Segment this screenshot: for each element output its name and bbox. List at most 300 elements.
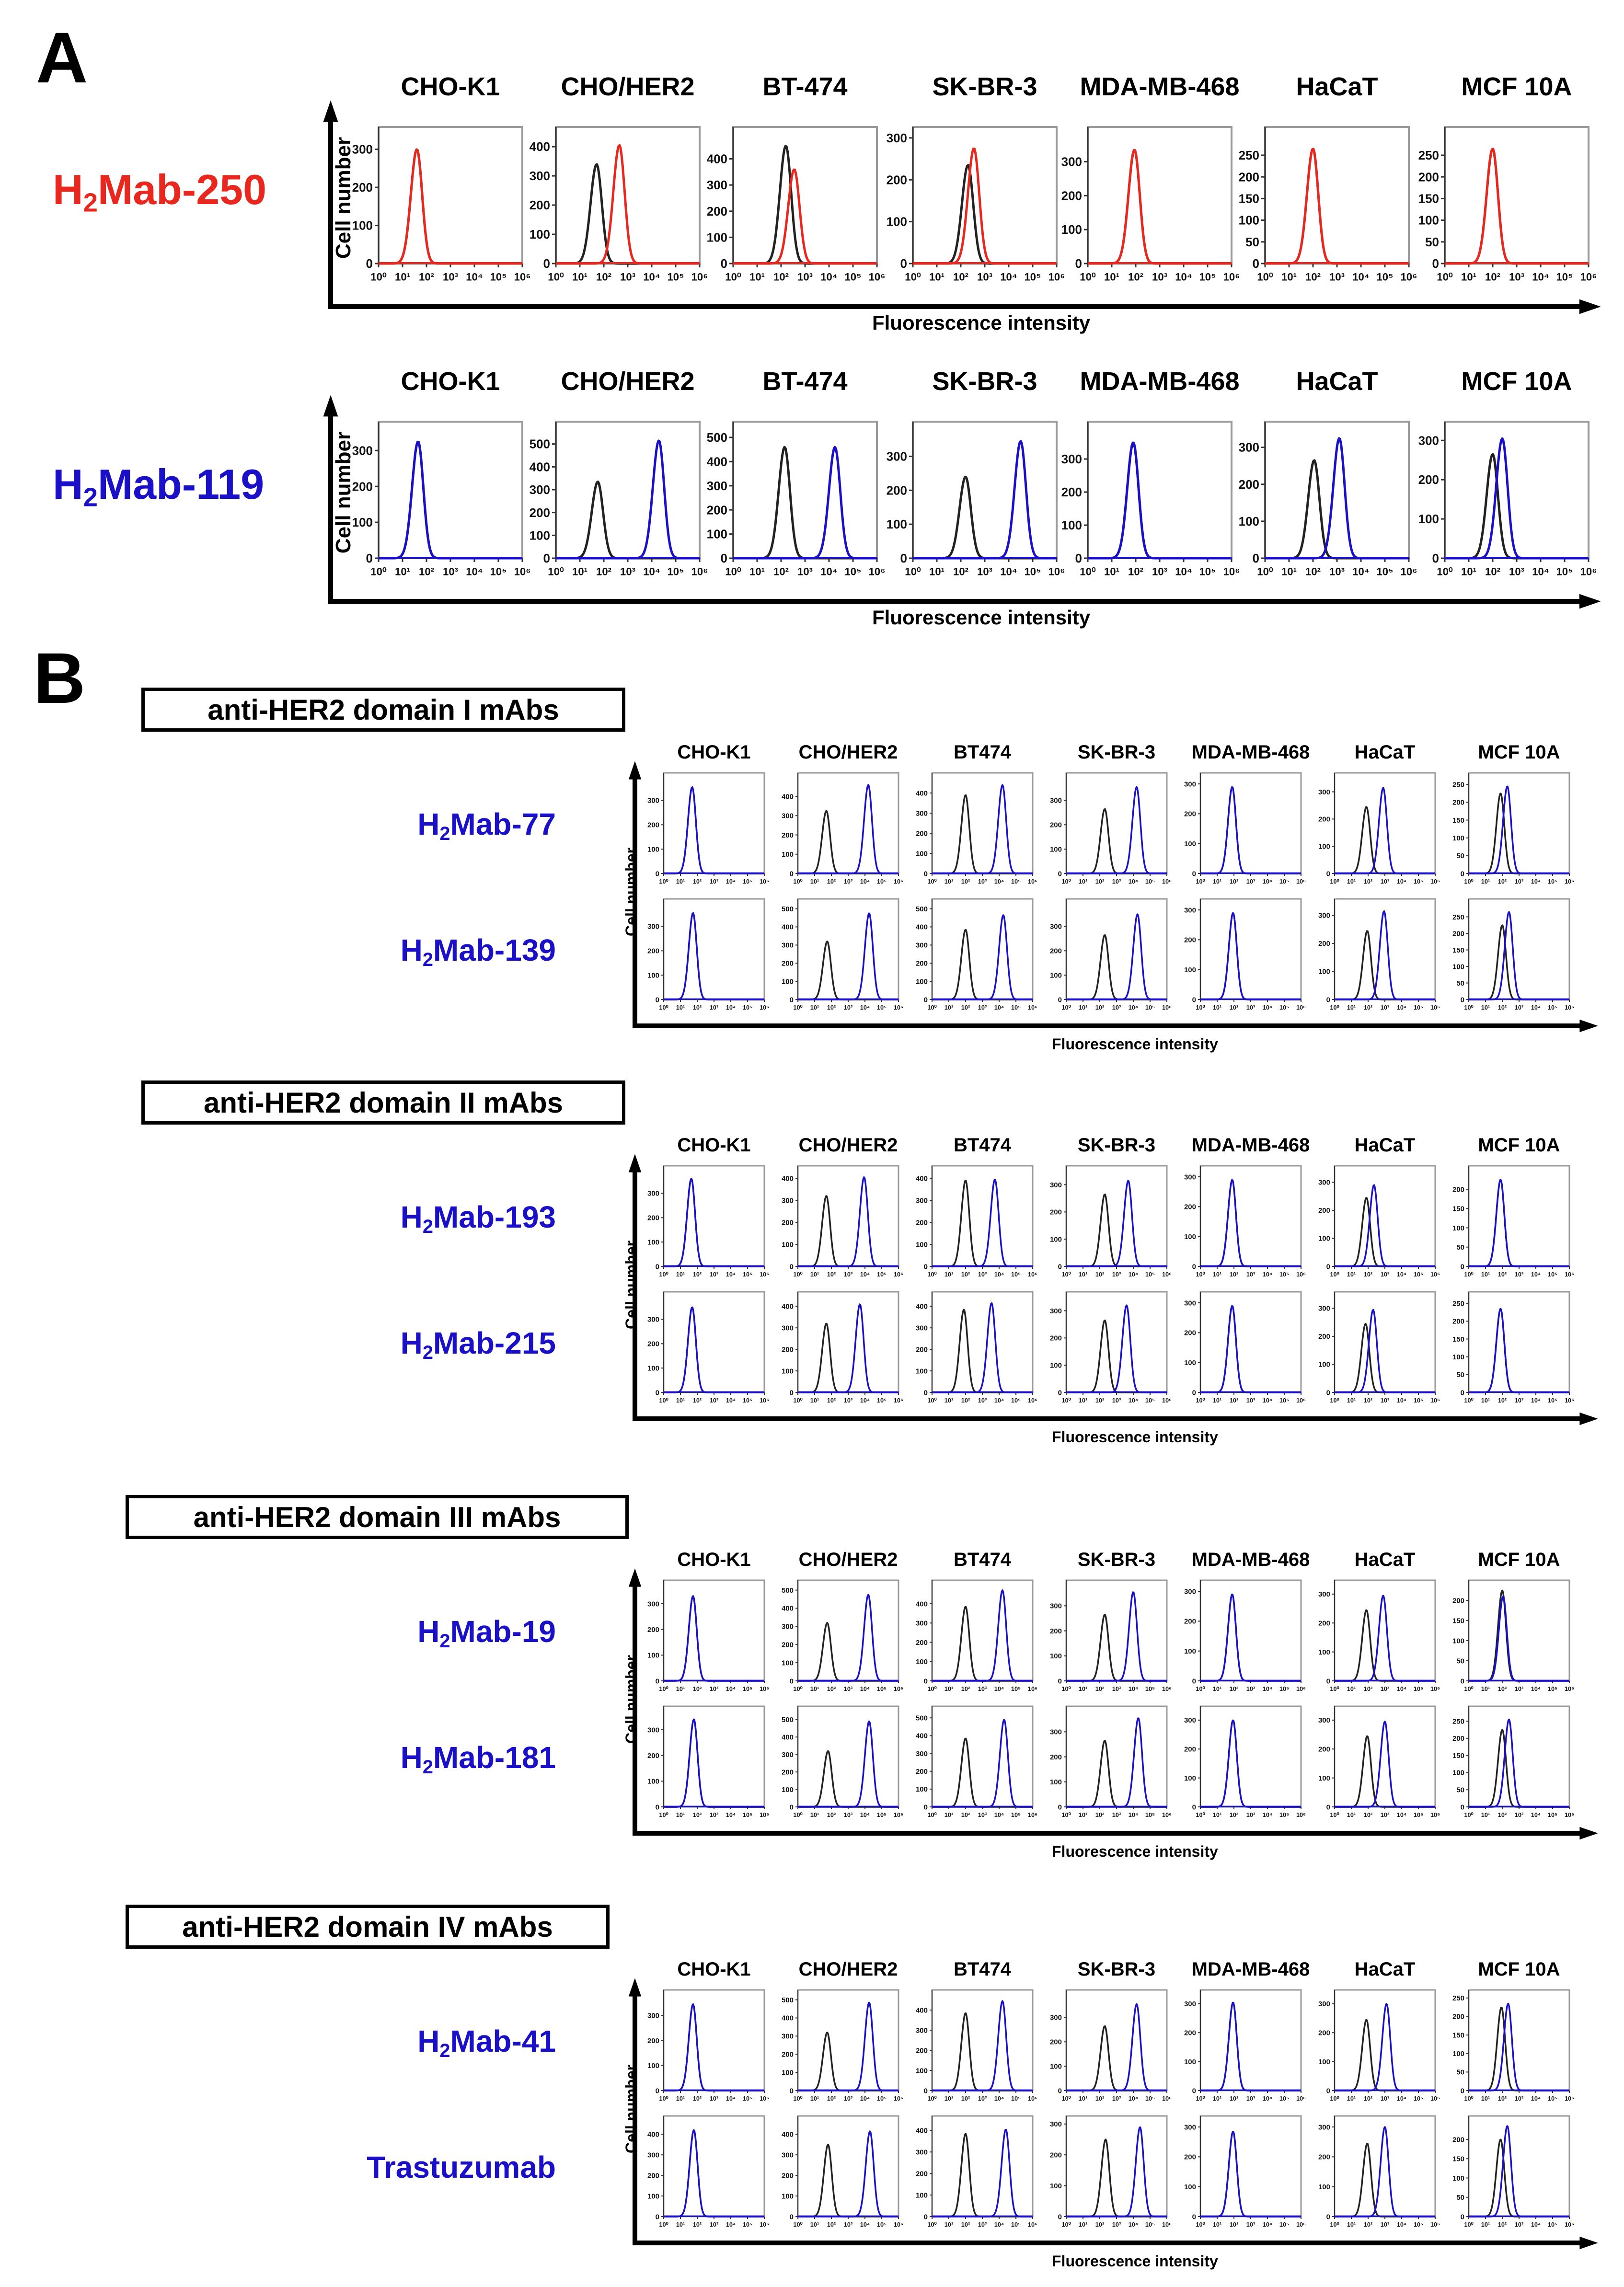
svg-text:10¹: 10¹: [1212, 1396, 1222, 1404]
svg-text:10⁰: 10⁰: [1330, 1003, 1339, 1011]
svg-text:10²: 10²: [419, 565, 434, 578]
svg-text:10³: 10³: [1246, 1003, 1255, 1011]
svg-text:10³: 10³: [1246, 1396, 1255, 1404]
svg-text:200: 200: [1049, 947, 1062, 955]
svg-text:10²: 10²: [692, 2094, 702, 2102]
svg-text:0: 0: [1326, 996, 1330, 1004]
svg-text:10⁴: 10⁴: [726, 1270, 736, 1278]
svg-text:0: 0: [1192, 2087, 1196, 2095]
svg-text:10⁶: 10⁶: [1027, 877, 1038, 885]
cell-line-title: HaCaT: [1354, 742, 1416, 763]
svg-text:10²: 10²: [961, 1270, 970, 1278]
svg-text:10²: 10²: [953, 271, 968, 283]
histogram-plot: [1047, 1706, 1176, 1831]
svg-text:200: 200: [1318, 940, 1330, 948]
svg-text:10²: 10²: [953, 565, 968, 578]
svg-text:10²: 10²: [1229, 877, 1239, 885]
svg-text:10⁴: 10⁴: [820, 565, 838, 578]
svg-text:10⁶: 10⁶: [759, 2220, 770, 2228]
svg-text:10¹: 10¹: [1481, 1270, 1490, 1278]
svg-text:300: 300: [647, 2011, 659, 2020]
svg-text:10³: 10³: [978, 1270, 987, 1278]
svg-text:10⁶: 10⁶: [514, 565, 531, 578]
svg-text:300: 300: [781, 2151, 794, 2160]
cell-line-title: MDA-MB-468: [1080, 72, 1240, 101]
svg-text:200: 200: [1049, 2151, 1062, 2160]
svg-text:10³: 10³: [1380, 2220, 1390, 2228]
svg-text:10³: 10³: [843, 1685, 853, 1692]
svg-text:0: 0: [1058, 996, 1062, 1004]
arrow-right-icon: [1579, 299, 1601, 314]
svg-text:100: 100: [1318, 1234, 1330, 1243]
svg-text:10²: 10²: [961, 1003, 970, 1011]
svg-text:10⁵: 10⁵: [1145, 1003, 1155, 1011]
svg-text:10⁵: 10⁵: [1145, 877, 1155, 885]
svg-text:100: 100: [915, 977, 928, 986]
svg-text:10²: 10²: [692, 1685, 702, 1692]
svg-text:10⁶: 10⁶: [1564, 1003, 1575, 1011]
svg-text:10⁴: 10⁴: [726, 877, 736, 885]
arrow-up-icon: [629, 1154, 641, 1172]
svg-text:10³: 10³: [978, 2094, 987, 2102]
svg-text:50: 50: [1456, 979, 1464, 988]
svg-text:10¹: 10¹: [1481, 2094, 1490, 2102]
svg-text:10⁵: 10⁵: [1011, 1003, 1021, 1011]
svg-text:10⁰: 10⁰: [793, 877, 803, 885]
svg-text:10³: 10³: [843, 1003, 853, 1011]
svg-text:300: 300: [647, 1189, 659, 1198]
svg-text:10⁴: 10⁴: [1175, 271, 1192, 283]
svg-text:10¹: 10¹: [1481, 1003, 1490, 1011]
svg-text:10⁶: 10⁶: [759, 1003, 770, 1011]
svg-text:200: 200: [1061, 188, 1082, 203]
cell-line-title: MCF 10A: [1478, 1549, 1560, 1570]
svg-text:10⁵: 10⁵: [667, 565, 684, 578]
svg-text:10⁵: 10⁵: [1547, 1396, 1558, 1404]
svg-text:10⁴: 10⁴: [1396, 877, 1407, 885]
histogram-plot: [779, 1990, 908, 2115]
svg-text:200: 200: [1318, 1333, 1330, 1341]
svg-text:10⁰: 10⁰: [1196, 1396, 1205, 1404]
svg-text:400: 400: [781, 1174, 794, 1183]
arrow-right-icon: [1579, 1827, 1598, 1839]
histogram-plot: [779, 899, 908, 1023]
svg-text:100: 100: [1049, 1235, 1062, 1244]
svg-text:10⁴: 10⁴: [1352, 271, 1370, 283]
y-axis-title: Cell number: [332, 431, 356, 553]
svg-text:300: 300: [1318, 1716, 1330, 1725]
svg-text:10⁵: 10⁵: [1145, 2220, 1155, 2228]
svg-text:10³: 10³: [843, 2220, 853, 2228]
histogram-plot: [1315, 773, 1445, 897]
svg-text:10⁴: 10⁴: [1128, 1003, 1139, 1011]
histogram-plot: [779, 2116, 908, 2241]
svg-text:10³: 10³: [620, 565, 635, 578]
svg-text:10⁰: 10⁰: [659, 2094, 668, 2102]
histogram-plot: [913, 1706, 1042, 1831]
svg-text:10⁴: 10⁴: [726, 1685, 736, 1692]
svg-text:100: 100: [706, 527, 727, 541]
svg-text:10⁵: 10⁵: [490, 565, 507, 578]
svg-text:400: 400: [781, 2014, 794, 2023]
svg-text:200: 200: [1452, 1735, 1464, 1743]
svg-text:0: 0: [1326, 870, 1330, 878]
svg-text:0: 0: [1432, 551, 1439, 566]
svg-text:10⁰: 10⁰: [927, 1003, 937, 1011]
svg-text:10³: 10³: [1514, 1396, 1524, 1404]
svg-text:100: 100: [647, 971, 659, 980]
svg-text:100: 100: [647, 2062, 659, 2070]
svg-text:10⁴: 10⁴: [1175, 565, 1192, 578]
svg-text:10⁴: 10⁴: [860, 1270, 870, 1278]
svg-text:10⁰: 10⁰: [1196, 1003, 1205, 1011]
svg-text:10⁵: 10⁵: [1011, 1270, 1021, 1278]
svg-text:10⁵: 10⁵: [1024, 565, 1041, 578]
svg-text:10⁰: 10⁰: [659, 1270, 668, 1278]
y-axis-title: Cell number: [622, 1241, 640, 1329]
svg-text:200: 200: [915, 1345, 928, 1354]
antibody-label: $H_2Mab-119$: [53, 460, 265, 512]
svg-text:10¹: 10¹: [676, 2094, 685, 2102]
svg-text:10⁴: 10⁴: [1531, 1270, 1541, 1278]
svg-text:300: 300: [1318, 2123, 1330, 2132]
svg-text:200: 200: [1452, 2136, 1464, 2144]
histogram-plot: [645, 773, 774, 897]
svg-text:10³: 10³: [1514, 2094, 1524, 2102]
svg-text:0: 0: [1058, 2087, 1062, 2095]
svg-text:10⁶: 10⁶: [1296, 2220, 1306, 2228]
svg-text:10³: 10³: [978, 1811, 987, 1818]
svg-text:0: 0: [1075, 256, 1082, 271]
svg-text:10⁴: 10⁴: [1396, 1811, 1407, 1818]
svg-text:10⁰: 10⁰: [659, 1003, 668, 1011]
svg-text:100: 100: [706, 230, 727, 245]
svg-text:400: 400: [781, 2130, 794, 2139]
svg-text:10⁵: 10⁵: [1145, 2094, 1155, 2102]
svg-text:10⁶: 10⁶: [893, 877, 904, 885]
svg-text:10³: 10³: [1514, 2220, 1524, 2228]
svg-text:10¹: 10¹: [929, 271, 944, 283]
histogram-plot: [913, 773, 1042, 897]
svg-text:300: 300: [781, 941, 794, 950]
svg-text:10⁴: 10⁴: [1396, 1270, 1407, 1278]
svg-text:10⁰: 10⁰: [1061, 1396, 1071, 1404]
svg-text:0: 0: [923, 1263, 928, 1271]
svg-text:10¹: 10¹: [676, 2220, 685, 2228]
cell-line-title: HaCaT: [1354, 1959, 1416, 1980]
svg-text:100: 100: [915, 1367, 928, 1376]
svg-text:0: 0: [789, 1389, 794, 1397]
svg-text:200: 200: [647, 1625, 659, 1634]
svg-text:10⁰: 10⁰: [1464, 1685, 1474, 1692]
svg-text:100: 100: [1452, 1769, 1464, 1777]
svg-text:0: 0: [655, 1389, 659, 1397]
svg-text:100: 100: [1049, 845, 1062, 854]
svg-text:10²: 10²: [1229, 1811, 1239, 1818]
svg-text:100: 100: [1318, 1774, 1330, 1782]
histogram-plot: [1416, 422, 1598, 592]
cell-line-title: SK-BR-3: [932, 72, 1037, 101]
svg-text:10⁰: 10⁰: [1464, 877, 1474, 885]
svg-text:10⁵: 10⁵: [1547, 877, 1558, 885]
cell-line-title: CHO-K1: [401, 72, 500, 101]
svg-text:300: 300: [1318, 788, 1330, 796]
svg-text:200: 200: [781, 1641, 794, 1649]
svg-text:0: 0: [1058, 1389, 1062, 1397]
svg-text:10¹: 10¹: [810, 2220, 819, 2228]
svg-text:10⁴: 10⁴: [1128, 1270, 1139, 1278]
histogram-plot: [779, 1166, 908, 1290]
svg-text:10³: 10³: [1514, 1270, 1524, 1278]
svg-text:10⁴: 10⁴: [726, 2094, 736, 2102]
svg-text:10⁵: 10⁵: [1547, 1685, 1558, 1692]
histogram-plot: [1047, 1166, 1176, 1290]
svg-text:0: 0: [1058, 870, 1062, 878]
svg-text:10⁵: 10⁵: [844, 271, 862, 283]
svg-text:10¹: 10¹: [676, 1396, 685, 1404]
svg-text:200: 200: [1049, 2038, 1062, 2046]
svg-text:10⁴: 10⁴: [860, 1003, 870, 1011]
histogram-plot: [1047, 773, 1176, 897]
svg-text:0: 0: [789, 2087, 794, 2095]
svg-text:10⁴: 10⁴: [1396, 2094, 1407, 2102]
svg-text:10⁰: 10⁰: [659, 2220, 668, 2228]
svg-text:10¹: 10¹: [395, 565, 410, 578]
svg-text:10¹: 10¹: [1481, 1396, 1490, 1404]
svg-text:400: 400: [706, 151, 727, 166]
svg-text:10⁵: 10⁵: [1145, 1396, 1155, 1404]
svg-text:10⁴: 10⁴: [994, 2094, 1004, 2102]
svg-text:0: 0: [1460, 1803, 1464, 1812]
svg-text:10¹: 10¹: [676, 1003, 685, 1011]
histogram-plot: [1236, 127, 1418, 297]
svg-text:10⁰: 10⁰: [725, 565, 741, 578]
svg-text:10⁶: 10⁶: [868, 565, 886, 578]
histogram-plot: [1315, 1990, 1445, 2115]
svg-text:300: 300: [1318, 1590, 1330, 1599]
svg-text:10⁵: 10⁵: [1011, 1396, 1021, 1404]
svg-text:100: 100: [1318, 967, 1330, 976]
svg-text:10¹: 10¹: [572, 271, 587, 283]
svg-text:50: 50: [1456, 852, 1464, 861]
svg-text:200: 200: [915, 1767, 928, 1776]
histogram-plot: [645, 2116, 774, 2241]
svg-text:50: 50: [1456, 1243, 1464, 1252]
x-axis-title: Fluorescence intensity: [872, 606, 1091, 629]
svg-text:200: 200: [915, 1638, 928, 1647]
svg-text:200: 200: [1452, 1597, 1464, 1605]
svg-text:400: 400: [915, 789, 928, 798]
svg-text:10⁶: 10⁶: [1296, 1685, 1306, 1692]
svg-text:100: 100: [1049, 1778, 1062, 1787]
cell-line-title: BT474: [953, 742, 1012, 763]
svg-text:300: 300: [1049, 1728, 1062, 1736]
svg-text:10⁰: 10⁰: [793, 2094, 803, 2102]
svg-text:10⁶: 10⁶: [1580, 271, 1597, 283]
svg-text:10¹: 10¹: [676, 1685, 685, 1692]
svg-text:300: 300: [1061, 452, 1082, 467]
svg-text:0: 0: [1432, 256, 1439, 271]
histogram-plot: [645, 1292, 774, 1416]
svg-text:300: 300: [1418, 433, 1439, 448]
svg-text:10³: 10³: [1246, 2094, 1255, 2102]
svg-text:10¹: 10¹: [1078, 1811, 1088, 1818]
svg-text:200: 200: [1318, 815, 1330, 824]
svg-text:500: 500: [781, 905, 794, 913]
arrow-up-icon: [629, 761, 641, 779]
histogram-plot: [1236, 422, 1418, 592]
svg-text:300: 300: [1238, 440, 1259, 455]
svg-text:10⁴: 10⁴: [466, 565, 483, 578]
svg-text:100: 100: [1238, 213, 1259, 228]
svg-text:10³: 10³: [1514, 1003, 1524, 1011]
cell-line-title: MDA-MB-468: [1080, 367, 1240, 396]
svg-text:400: 400: [915, 1302, 928, 1311]
svg-text:10¹: 10¹: [1461, 565, 1476, 578]
svg-text:10⁰: 10⁰: [1196, 2220, 1205, 2228]
histogram-plot: [645, 1990, 774, 2115]
svg-text:10⁴: 10⁴: [1396, 2220, 1407, 2228]
histogram-plot: [1047, 1292, 1176, 1416]
svg-text:10²: 10²: [1363, 877, 1373, 885]
svg-text:10⁰: 10⁰: [725, 271, 741, 283]
arrow-right-icon: [1579, 1020, 1598, 1032]
svg-text:250: 250: [1238, 148, 1259, 163]
svg-text:10⁵: 10⁵: [1413, 877, 1424, 885]
cell-line-title: CHO/HER2: [798, 1135, 898, 1156]
histogram-plot: [779, 773, 908, 897]
svg-text:10⁰: 10⁰: [927, 1685, 937, 1692]
svg-text:10²: 10²: [1095, 1270, 1105, 1278]
cell-line-title: CHO-K1: [677, 1959, 751, 1980]
svg-text:10⁶: 10⁶: [1400, 271, 1417, 283]
svg-text:100: 100: [1184, 2057, 1196, 2066]
svg-text:10⁵: 10⁵: [876, 1811, 887, 1818]
svg-text:0: 0: [1326, 2213, 1330, 2221]
svg-text:0: 0: [1326, 1389, 1330, 1397]
svg-text:10²: 10²: [1128, 565, 1143, 578]
svg-text:100: 100: [915, 2191, 928, 2200]
svg-text:10³: 10³: [620, 271, 635, 283]
cell-line-title: BT-474: [762, 72, 848, 101]
svg-text:10¹: 10¹: [749, 271, 765, 283]
svg-text:10⁰: 10⁰: [1330, 1811, 1339, 1818]
svg-text:300: 300: [1049, 922, 1062, 931]
cell-line-title: BT474: [953, 1959, 1012, 1980]
cell-line-title: CHO/HER2: [561, 367, 695, 396]
svg-text:10⁶: 10⁶: [1027, 1396, 1038, 1404]
svg-text:200: 200: [1238, 170, 1259, 184]
svg-text:10³: 10³: [1380, 877, 1390, 885]
svg-text:10⁰: 10⁰: [1080, 271, 1096, 283]
svg-text:10²: 10²: [1305, 565, 1321, 578]
svg-text:10⁶: 10⁶: [1162, 2220, 1172, 2228]
svg-text:10³: 10³: [709, 1685, 719, 1692]
svg-text:10⁶: 10⁶: [1564, 877, 1575, 885]
svg-text:10²: 10²: [961, 2094, 970, 2102]
svg-text:200: 200: [1318, 2153, 1330, 2161]
svg-text:0: 0: [655, 870, 659, 878]
svg-text:10¹: 10¹: [929, 565, 944, 578]
svg-text:10²: 10²: [1095, 1685, 1105, 1692]
svg-text:0: 0: [1058, 1803, 1062, 1812]
histogram-plot: [1181, 1580, 1311, 1705]
svg-text:10⁶: 10⁶: [1162, 1396, 1172, 1404]
histogram-plot: [913, 2116, 1042, 2241]
svg-text:10⁰: 10⁰: [370, 565, 387, 578]
svg-text:100: 100: [1049, 2182, 1062, 2190]
svg-text:10⁵: 10⁵: [1279, 877, 1290, 885]
svg-text:10⁶: 10⁶: [1430, 877, 1440, 885]
svg-text:10⁰: 10⁰: [1330, 1396, 1339, 1404]
svg-text:10¹: 10¹: [1078, 1003, 1088, 1011]
svg-text:200: 200: [1318, 1619, 1330, 1628]
histogram-plot: [645, 1580, 774, 1705]
svg-text:10²: 10²: [827, 1811, 836, 1818]
svg-text:10¹: 10¹: [1078, 877, 1088, 885]
svg-text:10²: 10²: [1128, 271, 1143, 283]
svg-text:10³: 10³: [1380, 1003, 1390, 1011]
cell-line-title: MDA-MB-468: [1191, 1959, 1310, 1980]
svg-text:10⁵: 10⁵: [1547, 1811, 1558, 1818]
histogram-plot: [645, 1706, 774, 1831]
arrow-up-icon: [323, 100, 338, 122]
histogram-plot: [1450, 899, 1579, 1023]
svg-text:200: 200: [529, 198, 550, 213]
svg-text:400: 400: [781, 923, 794, 931]
svg-text:500: 500: [529, 437, 550, 451]
svg-text:10¹: 10¹: [676, 877, 685, 885]
svg-text:100: 100: [1184, 2183, 1196, 2191]
svg-text:300: 300: [1184, 1173, 1196, 1182]
svg-text:100: 100: [915, 1658, 928, 1666]
svg-text:10¹: 10¹: [810, 1811, 819, 1818]
svg-text:10²: 10²: [692, 2220, 702, 2228]
svg-text:0: 0: [1460, 2213, 1464, 2221]
svg-text:10²: 10²: [1363, 1685, 1373, 1692]
svg-text:10⁰: 10⁰: [1437, 271, 1453, 283]
svg-text:10⁰: 10⁰: [927, 2094, 937, 2102]
svg-text:10⁵: 10⁵: [1145, 1811, 1155, 1818]
x-axis-title: Fluorescence intensity: [1052, 2253, 1218, 2270]
svg-text:10²: 10²: [1363, 1396, 1373, 1404]
svg-text:200: 200: [352, 180, 373, 195]
svg-text:200: 200: [647, 2172, 659, 2180]
svg-text:10⁰: 10⁰: [793, 1685, 803, 1692]
svg-text:150: 150: [1452, 2031, 1464, 2040]
svg-text:400: 400: [529, 139, 550, 154]
svg-text:10⁶: 10⁶: [1027, 1685, 1038, 1692]
svg-text:400: 400: [781, 793, 794, 801]
svg-text:10³: 10³: [1112, 1685, 1121, 1692]
svg-text:10⁰: 10⁰: [793, 1003, 803, 1011]
cell-line-title: SK-BR-3: [1077, 1135, 1156, 1156]
y-axis-title: Cell number: [622, 1655, 640, 1744]
svg-text:10¹: 10¹: [810, 2094, 819, 2102]
svg-text:10⁶: 10⁶: [1430, 2094, 1440, 2102]
svg-text:10³: 10³: [843, 1396, 853, 1404]
svg-text:10⁴: 10⁴: [726, 1811, 736, 1818]
x-axis-title: Fluorescence intensity: [1052, 1428, 1218, 1446]
svg-text:10⁶: 10⁶: [1027, 2094, 1038, 2102]
svg-text:10³: 10³: [1329, 565, 1345, 578]
svg-text:10⁰: 10⁰: [927, 2220, 937, 2228]
svg-text:300: 300: [706, 178, 727, 193]
svg-text:10¹: 10¹: [944, 1396, 954, 1404]
svg-text:10⁶: 10⁶: [1430, 1396, 1440, 1404]
svg-text:10¹: 10¹: [395, 271, 410, 283]
svg-text:0: 0: [1058, 1263, 1062, 1271]
